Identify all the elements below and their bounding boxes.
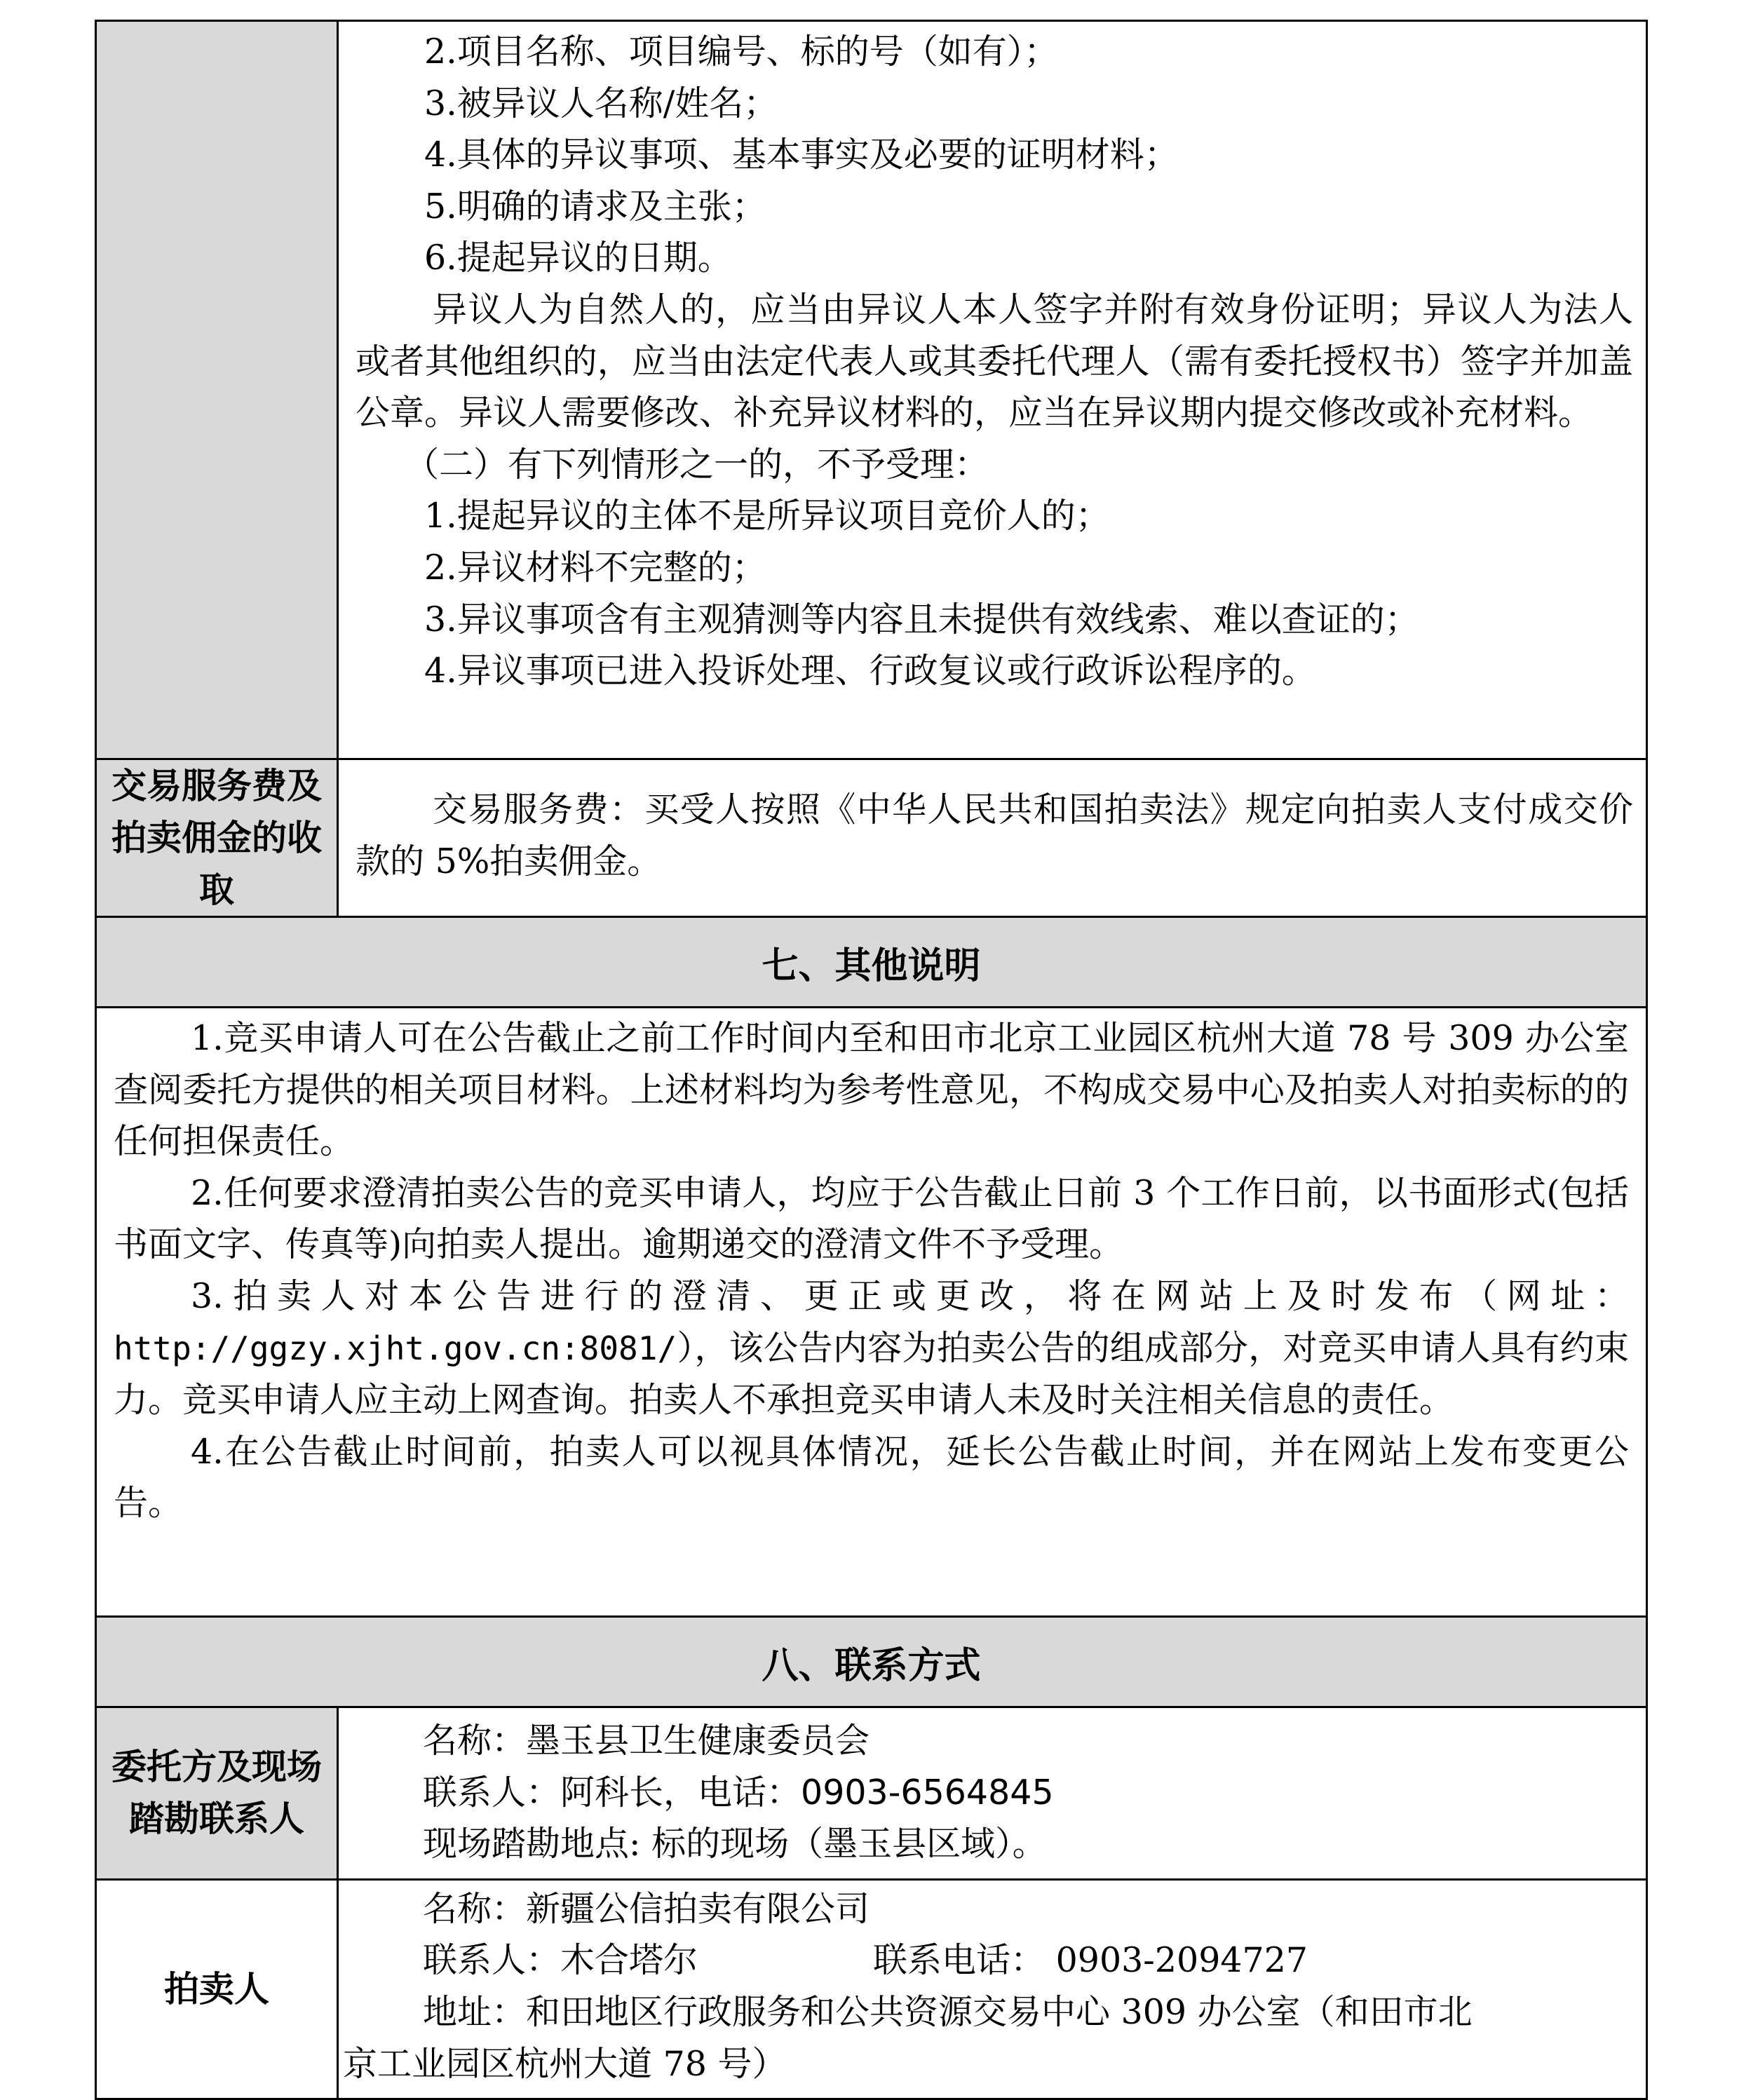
fee-label: 交易服务费及拍卖佣金的收取 bbox=[96, 759, 338, 917]
section8-heading-row bbox=[96, 1617, 1647, 1707]
section7-heading-row bbox=[96, 917, 1647, 1008]
objection-item: 3.被异议人名称/姓名； bbox=[424, 83, 778, 123]
objection-item: 6.提起异议的日期。 bbox=[424, 238, 732, 278]
website-link[interactable]: http://ggzy.xjht.gov.cn:8081/ bbox=[114, 1329, 677, 1367]
auctioneer-address: 地址：和田地区行政服务和公共资源交易中心 309 办公室（和田市北 bbox=[423, 1991, 1473, 2032]
objection-item: 4.具体的异议事项、基本事实及必要的证明材料； bbox=[424, 135, 1179, 175]
notice-paragraph: 1.竞买申请人可在公告截止之前工作时间内至和田市北京工业园区杭州大道 78 号 309 办公室查阅委托方提供的相关项目材料。上述材料均为参考性意见，不构成交易中心及拍卖人对拍卖标的的任何担保责任。 bbox=[114, 1018, 1629, 1162]
auctioneer-label: 拍卖人 bbox=[96, 1879, 338, 2099]
auctioneer-address-cont: 京工业园区杭州大道 78 号） bbox=[343, 2043, 787, 2084]
auctioneer-contact bbox=[339, 1935, 1633, 1986]
auctioneer-contact-person: 联系人：木合塔尔 bbox=[423, 1940, 698, 1981]
section7-title: 七、其他说明 bbox=[96, 917, 1647, 1008]
client-name: 名称：墨玉县卫生健康委员会 bbox=[423, 1721, 870, 1761]
auctioneer-phone: 联系电话： 0903-2094727 bbox=[873, 1940, 1308, 1981]
objection-item: 2.项目名称、项目编号、标的号（如有）； bbox=[424, 32, 1059, 72]
auctioneer-row bbox=[96, 1879, 1647, 2099]
reject-subheading: （二）有下列情形之一的，不予受理： bbox=[405, 444, 989, 485]
client-site: 现场踏勘地点: 标的现场（墨玉县区域）。 bbox=[423, 1824, 1047, 1864]
objection-paragraph: 异议人为自然人的，应当由异议人本人签字并附有效身份证明；异议人为法人或者其他组织的，应当由法定代表人或其委托代理人（需有委托授权书）签字并加盖公章。异议人需要修改、补充异议材料的，应当在异议期内提交修改或补充材料。 bbox=[356, 289, 1633, 433]
client-label: 委托方及现场踏勘联系人 bbox=[96, 1707, 338, 1880]
section8-title: 八、联系方式 bbox=[96, 1617, 1647, 1707]
reject-item: 2.异议材料不完整的； bbox=[424, 547, 766, 588]
fee-row bbox=[96, 759, 1647, 917]
objection-item: 5.明确的请求及主张； bbox=[424, 186, 766, 226]
notice-text: ），该公告内容为拍卖公告的组成部分，对竞买申请人具有约束力。竞买申请人应主动上网查询。拍卖人不承担竞买申请人未及时关注相关信息的责任。 bbox=[114, 1327, 1629, 1421]
notice-text: 3.拍卖人对本公告进行的澄清、更正或更改，将在网站上及时发布（网址： bbox=[191, 1275, 1629, 1316]
client-content bbox=[338, 1707, 1647, 1880]
fee-text: 交易服务费：买受人按照《中华人民共和国拍卖法》规定向拍卖人支付成交价款的 5%拍卖佣金。 bbox=[356, 790, 1633, 881]
section7-content-row bbox=[96, 1008, 1647, 1617]
fee-content bbox=[338, 759, 1647, 917]
section7-content bbox=[96, 1008, 1647, 1617]
notice-paragraph: 4.在公告截止时间前，拍卖人可以视具体情况，延长公告截止时间，并在网站上发布变更公告。 bbox=[114, 1431, 1629, 1524]
reject-item: 3.异议事项含有主观猜测等内容且未提供有效线索、难以查证的； bbox=[424, 599, 1419, 639]
notice-paragraph: 2.任何要求澄清拍卖公告的竞买申请人，均应于公告截止日前 3 个工作日前，以书面形式(包括书面文字、传真等)向拍卖人提出。逾期递交的澄清文件不予受理。 bbox=[114, 1172, 1629, 1265]
reject-item: 1.提起异议的主体不是所异议项目竞价人的； bbox=[424, 496, 1110, 536]
reject-item: 4.异议事项已进入投诉处理、行政复议或行政诉讼程序的。 bbox=[424, 651, 1316, 691]
objection-content bbox=[338, 21, 1647, 759]
client-contact bbox=[339, 1767, 1633, 1819]
auctioneer-content bbox=[338, 1879, 1647, 2099]
client-contact-prefix: 联系人：阿科长，电话： bbox=[423, 1772, 801, 1813]
client-contact-row bbox=[96, 1707, 1647, 1880]
announcement-table bbox=[95, 20, 1648, 2100]
auctioneer-name: 名称：新疆公信拍卖有限公司 bbox=[423, 1888, 870, 1929]
notice-paragraph bbox=[114, 1271, 1629, 1426]
announcement-document bbox=[95, 20, 1648, 2100]
client-phone: 0903-6564845 bbox=[801, 1772, 1054, 1813]
objection-label-cell bbox=[96, 21, 338, 759]
objection-row bbox=[96, 21, 1647, 759]
